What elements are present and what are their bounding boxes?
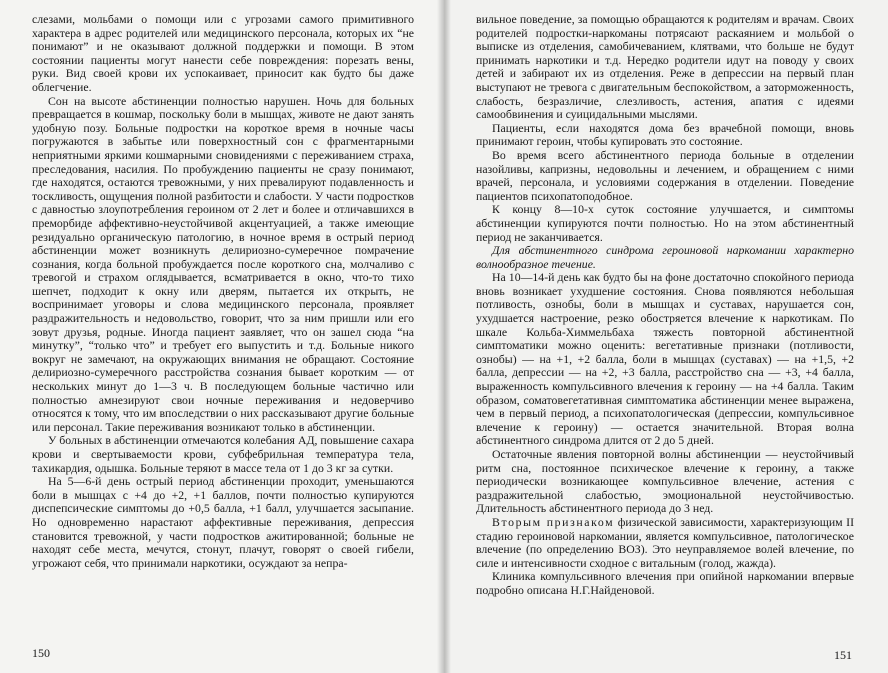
right-paragraph-8	[476, 516, 854, 570]
spaced-emphasis: Вторым признаком	[492, 514, 615, 529]
right-paragraph-6: На 10—14-й день как будто бы на фоне достаточно спокойного периода вновь возникает ухудшение состояния. Снова появляются небольшая потливость, ознобы, боли в мышцах и суставах, нарушается сон, ухудшается настроение, резко обостряется влечение к наркотикам. По шкале Кольба-Химмельбаха тяжесть повторной абстинентной симптоматики можно оценить: вегетативные признаки (потливости, ознобы) — на +1, +2 балла, боли в мышцах (суставах) — на +1,5, +2 балла, депрессии — на +2, +3 балла, расстройство сна — +3, +4 балла, выраженность компульсивного влечения к героину — на +4 балла. Таким образом, соматовегетативная симптоматика абстиненции менее выражена, чем в первый период, а психопатологическая (депрессии, компульсивное влечение к героину) — остается значительной. Вторая волна абстинентного синдрома длится от 2 до 5 дней.	[476, 270, 854, 448]
right-page	[444, 0, 888, 673]
right-paragraph-4: К концу 8—10-х суток состояние улучшается, и симптомы абстиненции купируются почти полностью. Но на этом абстинентный период не заканчивается.	[476, 202, 854, 244]
right-paragraph-1: вильное поведение, за помощью обращаются к родителям и врачам. Своих родителей подростки-наркоманы потрясают раскаянием и мольбой о выписке из отделения, самобичеванием, клятвами, что больше не будут принимать наркотики и т.д. Нередко родители идут на поводу у своих детей и забирают их из отделения. Реже в депрессии на первый план выступают не тревога с двигательным беспокойством, а заторможенность, слабость, безразличие, слезливость, астения, апатия с идеями самообвинения и суицидальными мыслями.	[476, 12, 854, 122]
right-paragraph-8-text: физической зависимости, характеризующим II стадию героиновой наркомании, является компульсивное, патологическое влечение (по определению ВОЗ). Это неуправляемое волей влечение, по силе и интенсивности сходное с витальным (голод, жажда).	[476, 514, 854, 570]
page-number-right: 151	[834, 648, 852, 662]
left-paragraph-1: слезами, мольбами о помощи или с угрозами самого примитивного характера в адрес родителей или медицинского персонала, которых их “не понимают” и не оказывают должной поддержки и помощи. В этом состоянии пациенты могут нанести себе повреждения: порезать вены, руки. Вид своей крови их успокаивает, приносит как будто бы даже облегчение.	[32, 12, 414, 94]
page-number-left: 150	[32, 646, 50, 660]
right-paragraph-2: Пациенты, если находятся дома без врачебной помощи, вновь принимают героин, чтобы купировать это состояние.	[476, 120, 854, 149]
right-paragraph-7: Остаточные явления повторной волны абстиненции — неустойчивый ритм сна, постоянное психическое влечение к героину, а также периодически возникающее компульсивное влечение, астения с раздражительной слабостью, эмоциональной неустойчивостью. Длительность абстинентного периода до 3 нед.	[476, 447, 854, 516]
right-paragraph-italic-heading: Для абстинентного синдрома героиновой наркомании характерно волнообразное течение.	[476, 243, 854, 271]
left-paragraph-3: У больных в абстиненции отмечаются колебания АД, повышение сахара крови и свертываемости крови, субфебрильная температура тела, тахикардия, одышка. Больные теряют в массе тела от 1 до 3 кг за сутки.	[32, 433, 414, 475]
left-paragraph-4: На 5—6-й день острый период абстиненции проходит, уменьшаются боли в мышцах с +4 до +2, +1 баллов, почти полностью купируются диспепсические симптомы до +0,5 балла, +1 балл, улучшается засыпание. Но одновременно нарастают аффективные переживания, депрессия становится тревожной, у части подростков ажитированной; больные не находят себе места, мечутся, стонут, плачут, говорят о своей гибели, угрожают себя, что принимали наркотики, осуждают за непра-	[32, 474, 414, 570]
left-paragraph-2: Сон на высоте абстиненции полностью нарушен. Ночь для больных превращается в кошмар, поскольку боли в мышцах, животе не дают занять удобную позу. Больные подростки на короткое время в ночные часы погружаются в забытье или поверхностный сон с фрагментарными неприятными яркими кошмарными сновидениями с переживанием страха, преследования, насилия. По пробуждению пациенты не сразу понимают, где находятся, остаются тревожными, у них превалируют подавленность и тоскливость, ощущения полной разбитости и слабости. У части подростков с давностью злоупотребления героином от 2 лет и более и отличавшихся в преморбиде аффективно-неустойчивой акцентуацией, а также имеющие резидуально органическую патологию, в ночное время в острый период абстиненции может возникнуть делириозно-сумеречное помрачение сознания, когда больной пробуждается после короткого сна, молчаливо с тревогой и страхом оглядывается, всматривается в окно, что-то тихо шепчет, подходит к окну или дверям, пытается их открыть, не воспринимает уговоры и слова медицинского персонала, проявляет раздражительность и недовольство, говорит, что за ним пришли или его зовут друзья, родные. Иногда пациент заявляет, что он зашел сюда “на минутку”, “только что” и требует его выпустить и т.д. Больные никого вокруг не замечают, на окружающих внимания не обращают. Состояние делириозно-сумеречного расстройства сознания бывает коротким — от нескольких минут до 1—3 ч. В последующем больные частично или полностью амнезируют свои ночные переживания и недоверчиво относятся к тому, что им впоследствии о них рассказывают другие больные или персонал. Такие переживания возникают только в абстиненции.	[32, 93, 414, 434]
right-paragraph-3: Во время всего абстинентного периода больные в отделении назойливы, капризны, недовольны и лечением, и обращением с ними врачей, персонала, и условиями содержания в отделении. Поведение пациентов психопатоподобное.	[476, 147, 854, 203]
right-paragraph-9: Клиника компульсивного влечения при опийной наркомании впервые подробно описана Н.Г.Найденовой.	[476, 569, 854, 597]
